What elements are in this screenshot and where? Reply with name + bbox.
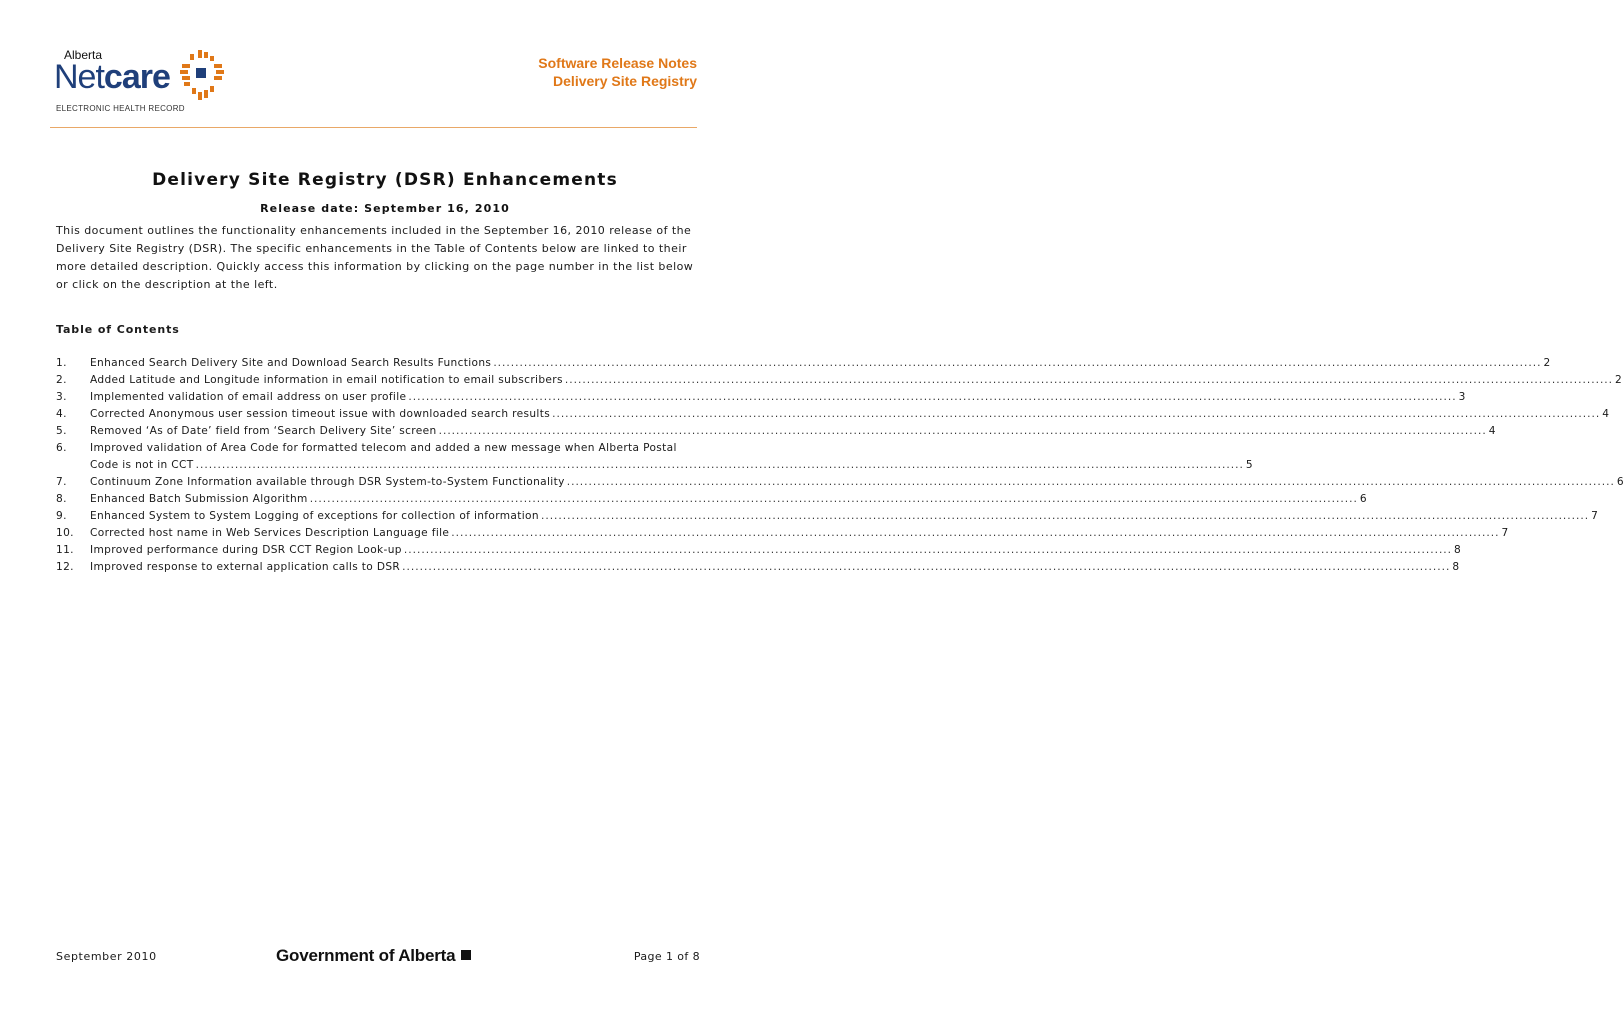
toc-item-number: 8. (56, 493, 67, 505)
document-title: Delivery Site Registry (DSR) Enhancements (152, 170, 618, 190)
toc-item-text[interactable]: Improved response to external application calls to DSR (90, 561, 401, 573)
toc-item-text[interactable]: Removed ‘As of Date’ field from ‘Search Delivery Site’ screen (90, 425, 437, 437)
toc-leader-dots (567, 474, 1615, 491)
toc-item[interactable] (56, 525, 1509, 542)
logo-netcare-wordmark: Netcare (54, 58, 170, 96)
toc-item[interactable] (56, 491, 1367, 508)
netcare-cross-icon (178, 50, 226, 102)
toc-item-text[interactable]: Enhanced Search Delivery Site and Download Search Results Functions (90, 357, 492, 369)
toc-page-link[interactable]: 4 (1602, 408, 1610, 420)
toc-page-link[interactable]: 2 (1543, 357, 1551, 369)
release-date: Release date: September 16, 2010 (260, 202, 510, 215)
toc-page-link[interactable]: 7 (1501, 527, 1509, 539)
government-square-icon (461, 950, 471, 960)
toc-item[interactable] (56, 559, 1460, 576)
toc-leader-dots (404, 542, 1452, 559)
toc-item-number: 6. (56, 442, 67, 454)
toc-item[interactable] (56, 508, 1599, 525)
toc-page-link[interactable]: 8 (1452, 561, 1460, 573)
toc-page-link[interactable]: 8 (1454, 544, 1462, 556)
toc-item-number: 9. (56, 510, 67, 522)
toc-page-link[interactable]: 2 (1615, 374, 1623, 386)
toc-leader-dots (196, 457, 1244, 474)
toc-leader-dots (552, 406, 1600, 423)
toc-item-number: 4. (56, 408, 67, 420)
toc-item-text[interactable]: Enhanced Batch Submission Algorithm (90, 493, 308, 505)
toc-page-link[interactable]: 6 (1616, 476, 1624, 488)
toc-page-link[interactable]: 7 (1591, 510, 1599, 522)
toc-item-number: 1. (56, 357, 67, 369)
toc-item[interactable] (56, 474, 1624, 491)
toc-item-number: 12. (56, 561, 74, 573)
toc-page-link[interactable]: 3 (1458, 391, 1466, 403)
header-divider (50, 127, 697, 128)
toc-item[interactable] (56, 542, 1462, 559)
toc-leader-dots (493, 355, 1541, 372)
toc-leader-dots (310, 491, 1358, 508)
toc-item-text[interactable]: Improved performance during DSR CCT Region Look-up (90, 544, 402, 556)
toc-item[interactable] (56, 440, 1253, 474)
toc-leader-dots (451, 525, 1499, 542)
header-line-1: Software Release Notes (538, 55, 697, 71)
toc-item[interactable] (56, 372, 1623, 389)
toc-item-text[interactable]: Corrected Anonymous user session timeout issue with downloaded search results (90, 408, 551, 420)
toc-heading: Table of Contents (56, 323, 180, 336)
header-line-2: Delivery Site Registry (553, 73, 697, 89)
toc-item[interactable] (56, 406, 1610, 423)
toc-item-text[interactable]: Added Latitude and Longitude information in email notification to email subscribers (90, 374, 563, 386)
table-of-contents (56, 355, 1624, 576)
toc-item-number: 11. (56, 544, 74, 556)
toc-item-number: 7. (56, 476, 67, 488)
toc-item-number: 5. (56, 425, 67, 437)
intro-paragraph: This document outlines the functionality enhancements included in the September 16, 2010 release of the Delivery Site Registry (DSR). The specific enhancements in the Table of Contents below are linked to their more detailed description. Quickly access this information by clicking on the page number in the list below or click on the description at the left. (56, 224, 694, 291)
logo-alberta-text: Alberta (64, 48, 103, 62)
toc-leader-dots (408, 389, 1456, 406)
toc-item-text[interactable]: Code is not in CCT (90, 459, 194, 471)
toc-item[interactable] (56, 389, 1466, 406)
toc-item-number: 10. (56, 527, 74, 539)
toc-leader-dots (402, 559, 1450, 576)
toc-leader-dots (541, 508, 1589, 525)
footer-date: September 2010 (56, 950, 157, 963)
logo-subtitle: ELECTRONIC HEALTH RECORD (56, 104, 185, 113)
toc-item-text[interactable]: Continuum Zone Information available through DSR System-to-System Functionality (90, 476, 565, 488)
page-number: Page 1 of 8 (633, 950, 700, 963)
toc-item[interactable] (56, 423, 1496, 440)
toc-leader-dots (439, 423, 1487, 440)
toc-item-text[interactable]: Enhanced System to System Logging of exceptions for collection of information (90, 510, 539, 522)
toc-item-number: 2. (56, 374, 67, 386)
toc-page-link[interactable]: 4 (1488, 425, 1496, 437)
toc-item-text[interactable]: Corrected host name in Web Services Description Language file (90, 527, 450, 539)
toc-page-link[interactable]: 6 (1359, 493, 1367, 505)
government-of-alberta-logo: Government of Alberta (276, 946, 471, 966)
toc-item-text[interactable]: Implemented validation of email address on user profile (90, 391, 407, 403)
alberta-netcare-logo (50, 40, 230, 120)
toc-leader-dots (565, 372, 1613, 389)
toc-item[interactable] (56, 355, 1551, 372)
release-notes-header (538, 54, 697, 90)
toc-page-link[interactable]: 5 (1245, 459, 1253, 471)
toc-item-number: 3. (56, 391, 67, 403)
toc-item-text[interactable]: Improved validation of Area Code for formatted telecom and added a new message when Alberta Postal (90, 442, 677, 454)
